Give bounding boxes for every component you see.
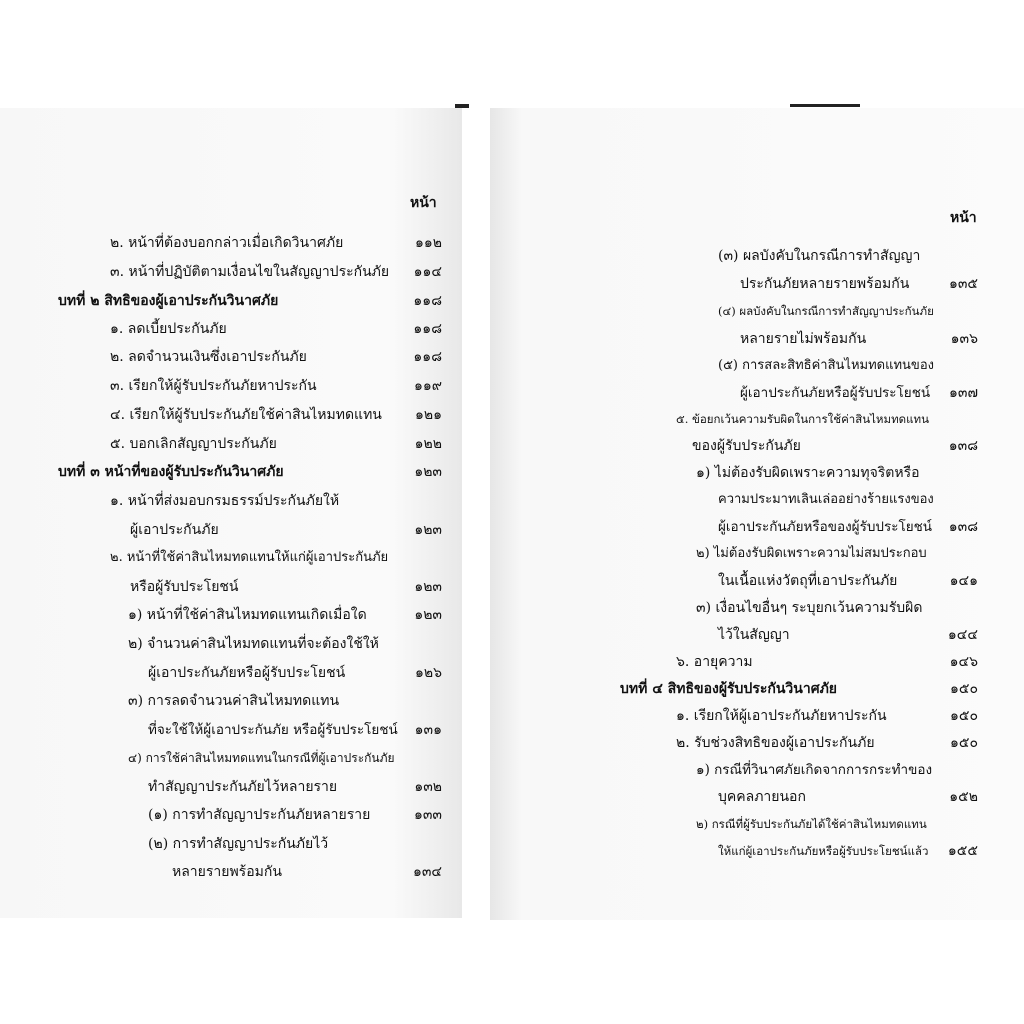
toc-entry: ๓. หน้าที่ปฏิบัติตามเงื่อนไขในสัญญาประกันภัย (110, 264, 390, 280)
toc-chapter-heading: บทที่ ๔ สิทธิของผู้รับประกันวินาศภัย (620, 681, 838, 697)
toc-entry: บุคคลภายนอก (718, 789, 806, 805)
toc-entry: ๑. หน้าที่ส่งมอบกรมธรรม์ประกันภัยให้ (110, 493, 340, 509)
toc-entry: ๒) ไม่ต้องรับผิดเพราะความไม่สมประกอบ (696, 546, 927, 561)
toc-entry: ๓) เงื่อนไขอื่นๆ ระบุยกเว้นความรับผิด (696, 600, 923, 616)
toc-entry: ๑) กรณีที่วินาศภัยเกิดจากการกระทำของ (696, 762, 933, 778)
toc-page-number: ๑๒๓ (414, 607, 442, 623)
toc-page-number: ๑๓๘ (948, 438, 978, 454)
toc-entry: ความประมาทเลินเล่ออย่างร้ายแรงของ (718, 492, 934, 507)
toc-chapter-heading: บทที่ ๓ หน้าที่ของผู้รับประกันวินาศภัย (58, 464, 284, 480)
toc-page-number: ๑๕๐ (949, 735, 978, 751)
toc-page-number: ๑๑๘ (413, 293, 442, 309)
toc-page-number: ๑๓๘ (948, 519, 978, 535)
toc-page-number: ๑๓๔ (412, 864, 442, 880)
toc-page-number: ๑๒๓ (414, 579, 442, 595)
toc-page-number: ๑๕๐ (949, 708, 978, 724)
toc-page-number: ๑๕๒ (949, 789, 978, 805)
toc-entry: ๓) การลดจำนวนค่าสินไหมทดแทน (128, 693, 340, 709)
toc-page-number: ๑๒๒ (414, 436, 442, 452)
toc-entry: (๑) การทำสัญญาประกันภัยหลายราย (148, 807, 371, 823)
toc-entry: (๓) ผลบังคับในกรณีการทำสัญญา (718, 248, 921, 264)
toc-page-number: ๑๒๖ (414, 665, 442, 681)
toc-page-number: ๑๓๗ (949, 385, 978, 401)
toc-page-number: ๑๑๔ (413, 264, 442, 280)
toc-entry: ๒. ลดจำนวนเงินซึ่งเอาประกันภัย (110, 349, 307, 365)
toc-entry: ๒. รับช่วงสิทธิของผู้เอาประกันภัย (676, 735, 875, 751)
page-edge-shadow (790, 104, 860, 107)
toc-entry: ผู้เอาประกันภัยหรือของผู้รับประโยชน์ (718, 519, 933, 535)
toc-page-number: ๑๒๓ (414, 522, 442, 538)
toc-entry: ในเนื้อแห่งวัตถุที่เอาประกันภัย (718, 573, 898, 589)
page-edge-shadow (455, 104, 469, 108)
toc-entry: ๖. อายุความ (676, 654, 753, 670)
toc-entry: (๕) การสละสิทธิค่าสินไหมทดแทนของ (718, 358, 934, 373)
toc-chapter-heading: บทที่ ๒ สิทธิของผู้เอาประกันวินาศภัย (58, 293, 279, 309)
toc-entry: ของผู้รับประกันภัย (692, 438, 801, 454)
toc-entry: (๒) การทำสัญญาประกันภัยไว้ (148, 836, 329, 852)
toc-page-number: ๑๑๙ (413, 378, 442, 394)
toc-page-number: ๑๔๑ (949, 573, 978, 589)
toc-page-number: ๑๓๖ (950, 331, 978, 347)
toc-entry: ทำสัญญาประกันภัยไว้หลายราย (148, 779, 338, 795)
toc-entry: ๒. หน้าที่ใช้ค่าสินไหมทดแทนให้แก่ผู้เอาประกันภัย (110, 550, 389, 565)
toc-entry: ประกันภัยหลายรายพร้อมกัน (740, 276, 910, 292)
toc-entry: ที่จะใช้ให้ผู้เอาประกันภัย หรือผู้รับประโยชน์ (148, 722, 398, 738)
toc-entry: ให้แก่ผู้เอาประกันภัยหรือผู้รับประโยชน์แล้ว (718, 844, 929, 858)
toc-entry: หลายรายพร้อมกัน (172, 864, 282, 880)
toc-entry: ผู้เอาประกันภัย (130, 522, 219, 538)
toc-page-number: ๑๓๒ (414, 779, 442, 795)
toc-page-number: ๑๒๓ (414, 464, 442, 480)
toc-page-number: ๑๕๕ (947, 843, 978, 859)
toc-page-number: ๑๓๓ (413, 807, 442, 823)
toc-entry: ๒. หน้าที่ต้องบอกกล่าวเมื่อเกิดวินาศภัย (110, 235, 344, 251)
toc-entry: ๑. เรียกให้ผู้เอาประกันภัยหาประกัน (676, 708, 887, 724)
toc-page-number: ๑๕๐ (949, 681, 978, 697)
toc-entry: ๑. ลดเบี้ยประกันภัย (110, 321, 227, 337)
toc-entry: หรือผู้รับประโยชน์ (130, 579, 239, 595)
left-page (0, 108, 462, 918)
toc-entry: ผู้เอาประกันภัยหรือผู้รับประโยชน์ (148, 665, 346, 681)
toc-entry: ๒) กรณีที่ผู้รับประกันภัยได้ใช้ค่าสินไหมทดแทน (696, 817, 927, 831)
page-column-header: หน้า (950, 210, 977, 226)
toc-entry: ๑) หน้าที่ใช้ค่าสินไหมทดแทนเกิดเมื่อใด (128, 607, 367, 623)
toc-entry: ๒) จำนวนค่าสินไหมทดแทนที่จะต้องใช้ให้ (128, 636, 379, 652)
toc-entry: ผู้เอาประกันภัยหรือผู้รับประโยชน์ (740, 385, 931, 401)
toc-entry: ๕. ข้อยกเว้นความรับผิดในการใช้ค่าสินไหมทดแทน (676, 412, 929, 426)
toc-entry: ๓. เรียกให้ผู้รับประกันภัยหาประกัน (110, 378, 317, 394)
toc-page-number: ๑๓๑ (414, 722, 442, 738)
page-column-header: หน้า (410, 195, 437, 211)
toc-entry: ๕. บอกเลิกสัญญาประกันภัย (110, 436, 277, 452)
toc-entry: ไว้ในสัญญา (718, 627, 790, 643)
toc-page-number: ๑๒๑ (414, 407, 442, 423)
toc-entry: หลายรายไม่พร้อมกัน (740, 331, 867, 347)
toc-entry: ๔. เรียกให้ผู้รับประกันภัยใช้ค่าสินไหมทดแทน (110, 407, 382, 423)
toc-page-number: ๑๔๖ (949, 654, 978, 670)
toc-page-number: ๑๓๕ (948, 276, 978, 292)
toc-entry: ๔) การใช้ค่าสินไหมทดแทนในกรณีที่ผู้เอาประกันภัย (128, 751, 395, 765)
toc-page-number: ๑๑๘ (413, 321, 442, 337)
toc-page-number: ๑๑๘ (413, 349, 442, 365)
book-spine (462, 0, 490, 1024)
toc-entry: ๑) ไม่ต้องรับผิดเพราะความทุจริตหรือ (696, 465, 920, 481)
toc-entry: (๔) ผลบังคับในกรณีการทำสัญญาประกันภัย (718, 304, 934, 318)
toc-page-number: ๑๑๒ (414, 235, 442, 251)
toc-page-number: ๑๔๔ (947, 627, 978, 643)
